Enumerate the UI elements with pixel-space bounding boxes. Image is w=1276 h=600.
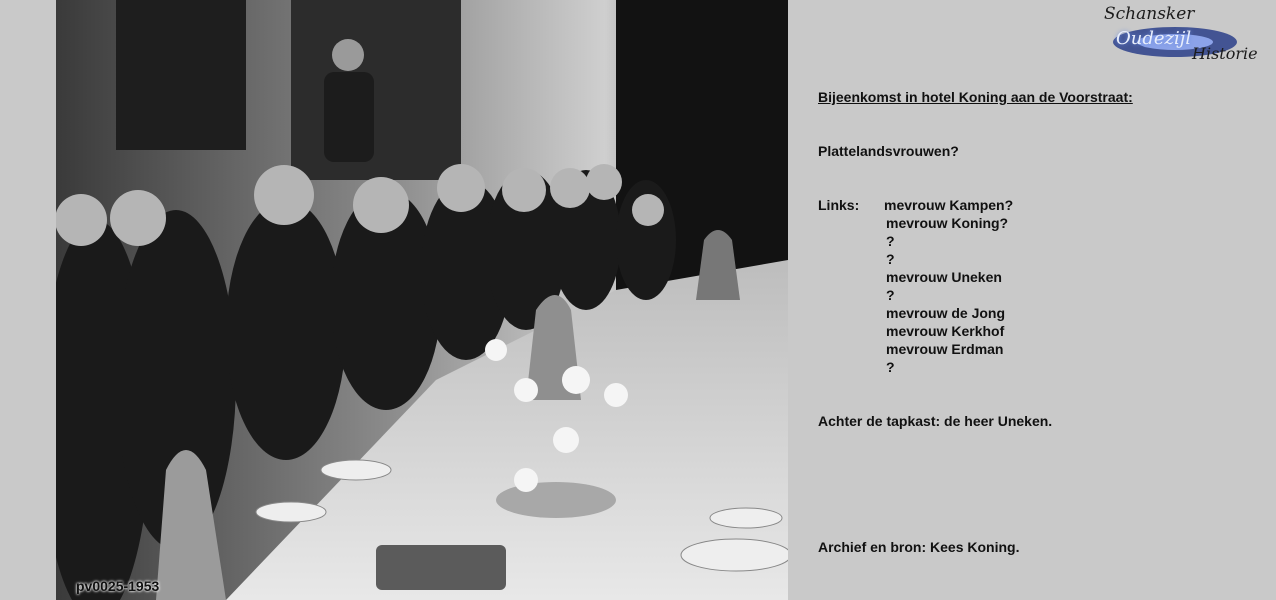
name-item: mevrouw Kampen? — [884, 197, 1014, 213]
name-item: mevrouw Kerkhof — [886, 323, 1005, 339]
name-item: ? — [886, 359, 895, 375]
name-item: mevrouw Erdman — [886, 341, 1004, 357]
caption-behind-bar: Achter de tapkast: de heer Uneken. — [818, 413, 1053, 429]
name-item: mevrouw de Jong — [886, 305, 1006, 321]
links-label: Links: — [818, 197, 860, 213]
photo-illustration — [56, 0, 788, 600]
logo-line-2: Oudezijl — [1116, 28, 1192, 49]
caption-source: Archief en bron: Kees Koning. — [818, 539, 1020, 555]
caption-heading: Bijeenkomst in hotel Koning aan de Voorstraat: — [818, 89, 1133, 105]
name-item: ? — [886, 233, 895, 249]
logo-line-1: Schansker — [1104, 4, 1195, 24]
logo-line-3: Historie — [1192, 44, 1258, 63]
names-list — [818, 196, 1118, 375]
name-item: ? — [886, 251, 895, 267]
name-item: ? — [886, 287, 895, 303]
caption-subject: Plattelandsvrouwen? — [818, 143, 959, 159]
name-item: mevrouw Koning? — [886, 215, 1009, 231]
historical-photo — [56, 0, 788, 600]
name-item: mevrouw Uneken — [886, 269, 1002, 285]
site-logo[interactable] — [1100, 4, 1270, 66]
photo-id-label: pv0025-1953 — [76, 578, 160, 594]
